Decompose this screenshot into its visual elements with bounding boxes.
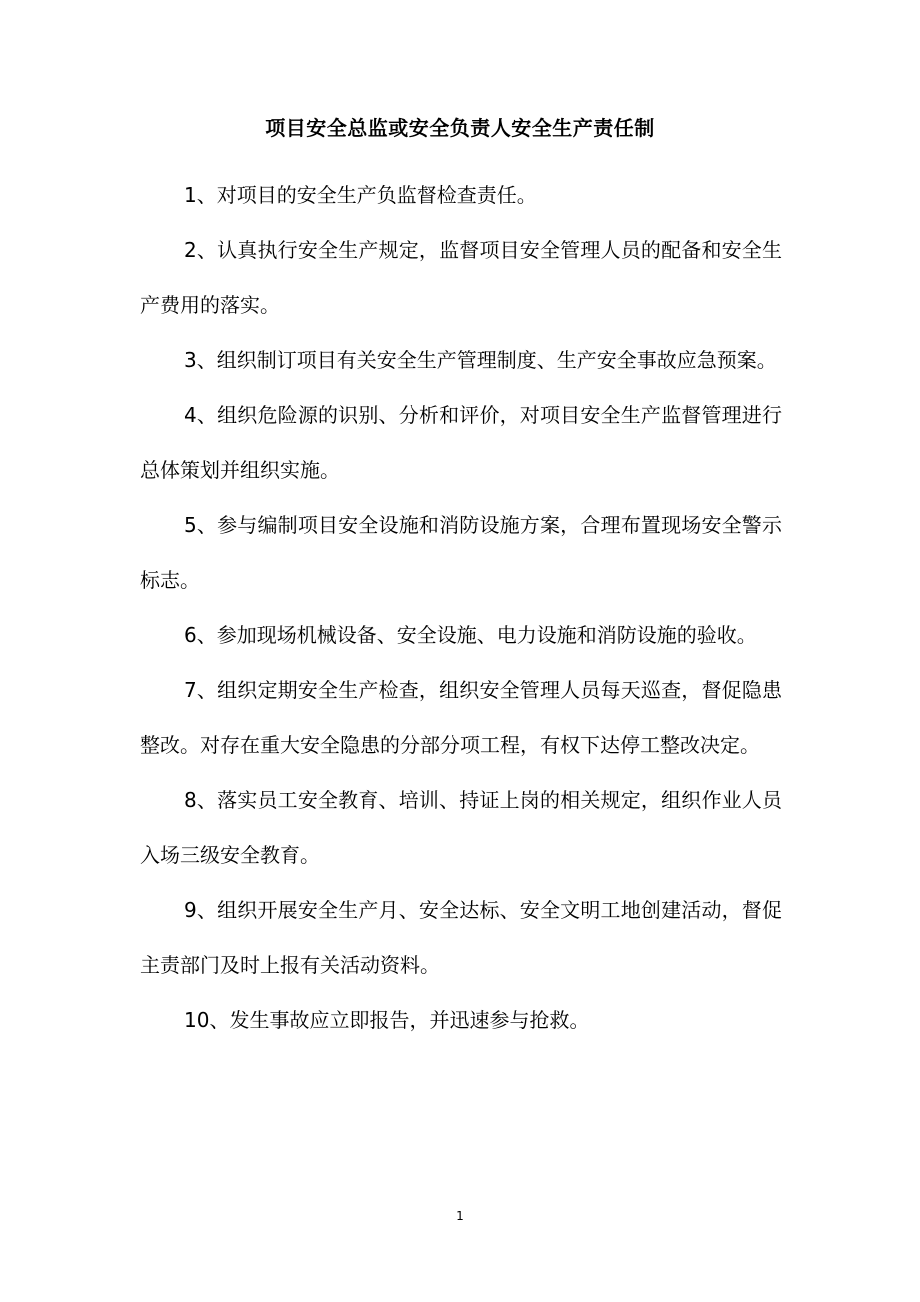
document-body: [140, 168, 782, 1048]
paragraph-6: 6、参加现场机械设备、安全设施、电力设施和消防设施的验收。: [184, 623, 757, 647]
paragraph-5: 5、参与编制项目安全设施和消防设施方案，合理布置现场安全警示标志。: [140, 513, 782, 592]
paragraph-9: 9、组织开展安全生产月、安全达标、安全文明工地创建活动，督促主责部门及时上报有关活动资料。: [140, 898, 782, 977]
paragraph-8: 8、落实员工安全教育、培训、持证上岗的相关规定，组织作业人员入场三级安全教育。: [140, 788, 782, 867]
paragraph-2: 2、认真执行安全生产规定，监督项目安全管理人员的配备和安全生产费用的落实。: [140, 238, 782, 317]
document-title: 项目安全总监或安全负责人安全生产责任制: [265, 116, 655, 140]
paragraph-10: 10、发生事故应立即报告，并迅速参与抢救。: [184, 1008, 590, 1032]
paragraph-1: 1、对项目的安全生产负监督检查责任。: [184, 183, 537, 207]
page-number: 1: [456, 1209, 464, 1223]
paragraph-4: 4、组织危险源的识别、分析和评价，对项目安全生产监督管理进行总体策划并组织实施。: [140, 403, 782, 482]
paragraph-3: 3、组织制订项目有关安全生产管理制度、生产安全事故应急预案。: [184, 348, 777, 372]
paragraph-7: 7、组织定期安全生产检查，组织安全管理人员每天巡查，督促隐患整改。对存在重大安全隐患的分部分项工程，有权下达停工整改决定。: [140, 678, 782, 757]
